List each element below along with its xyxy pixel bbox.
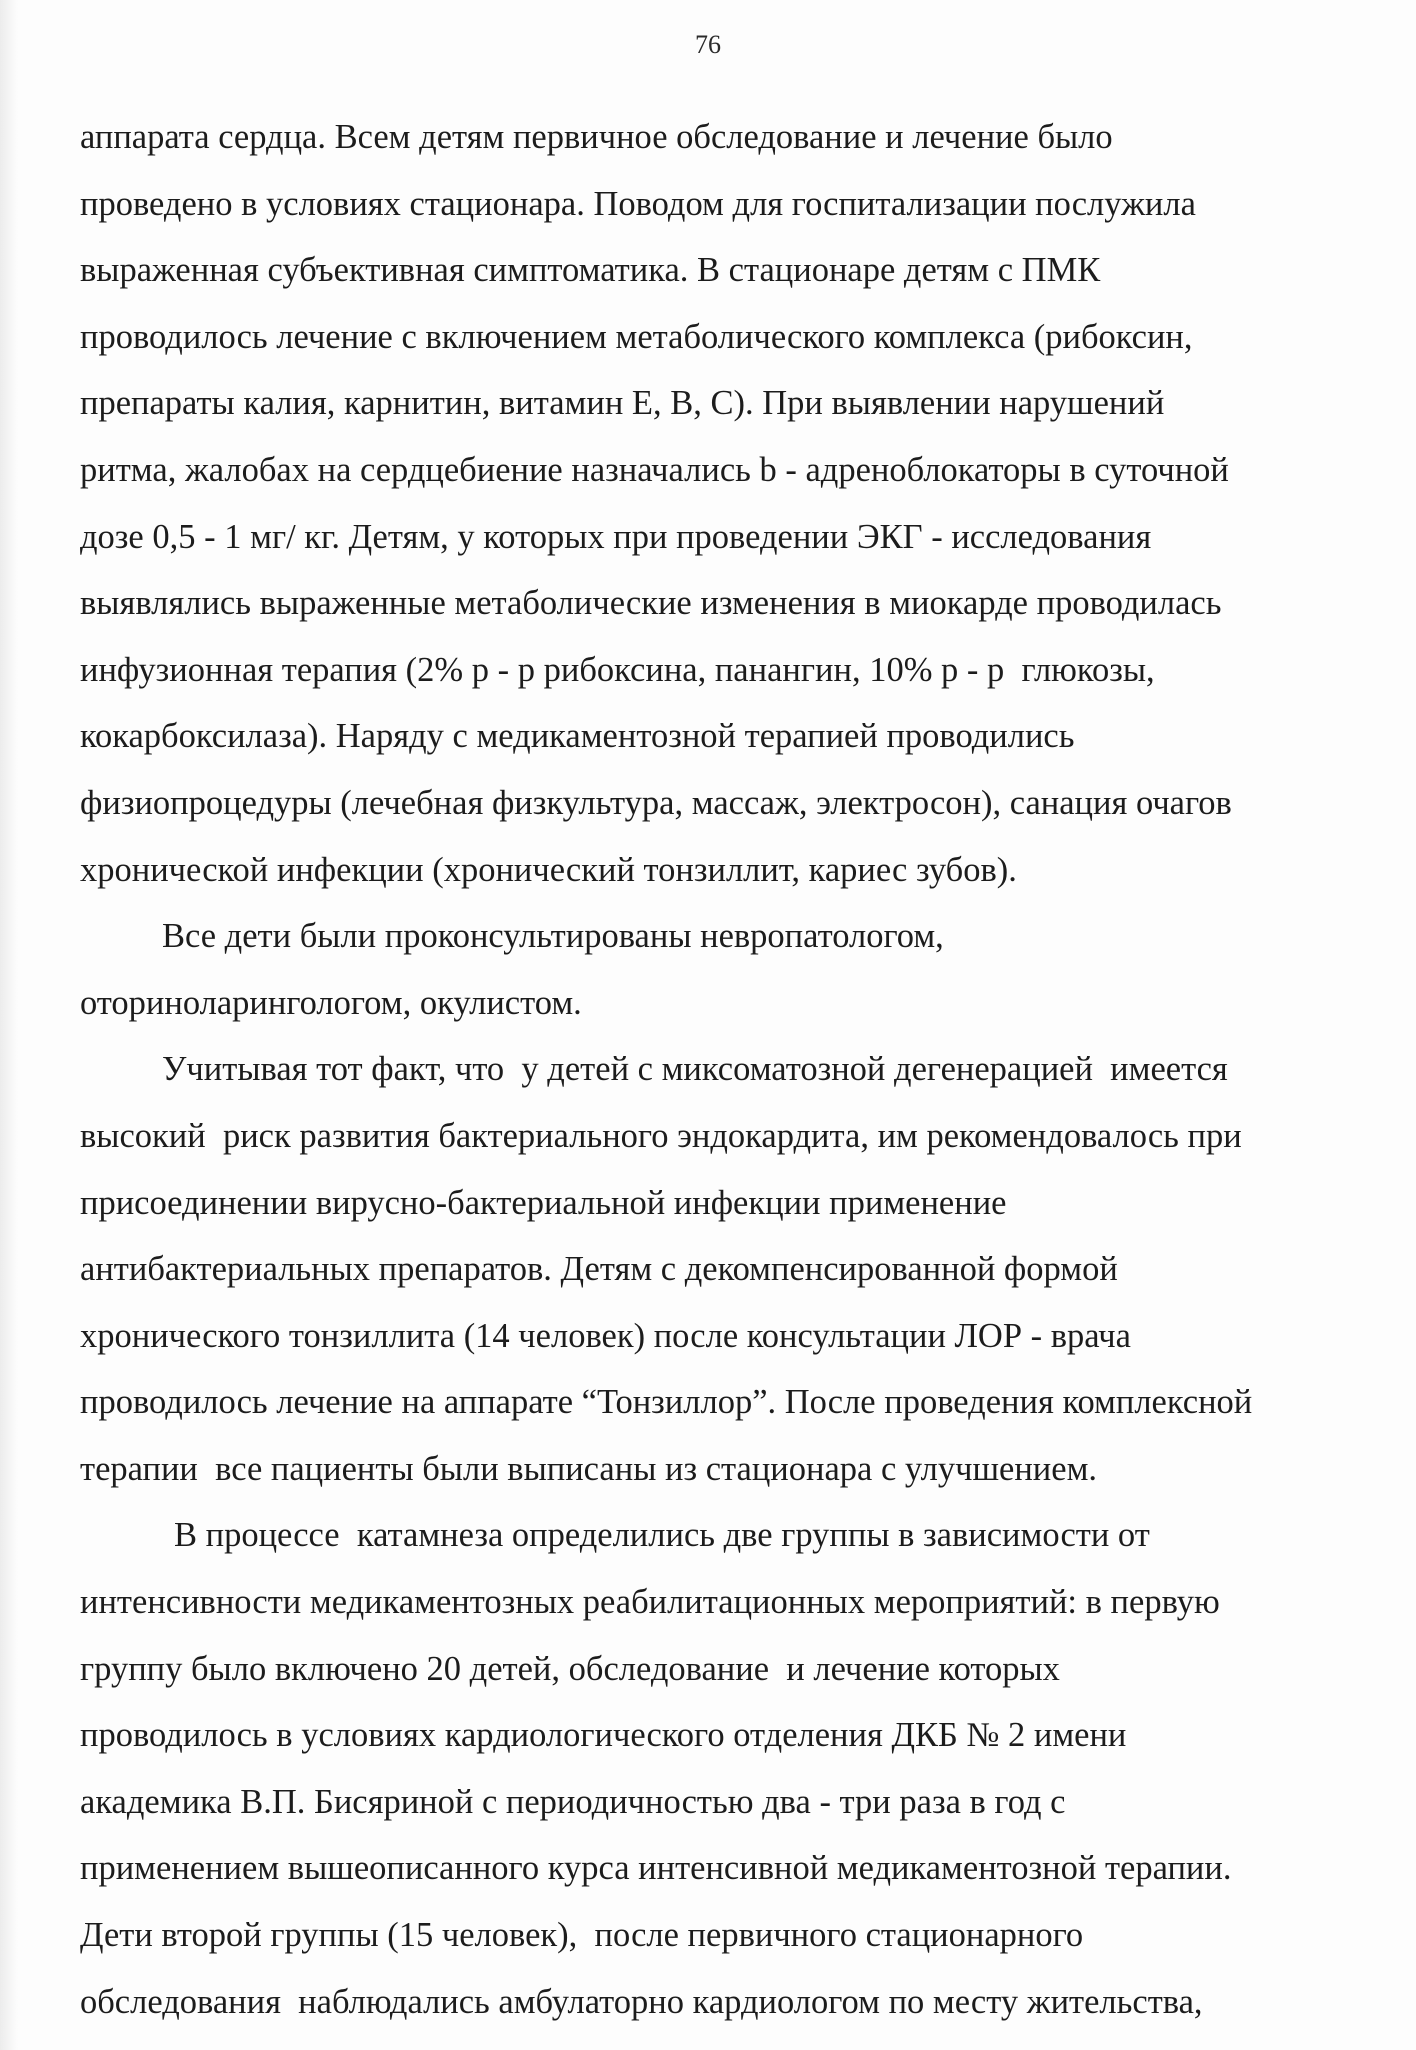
text-line: инфузионная терапия (2% р - р рибоксина, панангин, 10% р - р глюкозы, [80,650,1155,689]
text-line: антибактериальных препаратов. Детям с декомпенсированной формой [80,1250,1118,1289]
text-line: терапии все пациенты были выписаны из стационара с улучшением. [80,1449,1098,1488]
text-line: применением вышеописанного курса интенсивной медикаментозной терапии. [80,1849,1232,1888]
text-line: высокий риск развития бактериального эндокардита, им рекомендовалось при [80,1116,1242,1155]
text-line: хронического тонзиллита (14 человек) после консультации ЛОР - врача [80,1316,1131,1355]
text-line: кокарбоксилаза). Наряду с медикаментозной терапией проводились [80,717,1075,756]
text-line: хронической инфекции (хронический тонзиллит, кариес зубов). [80,850,1017,889]
paragraph-start-line: В процессе катамнеза определились две группы в зависимости от [174,1516,1150,1555]
text-line: проведено в условиях стационара. Поводом для госпитализации послужила [80,184,1196,223]
text-line: присоединении вирусно-бактериальной инфекции применение [80,1183,1007,1222]
text-line: ритма, жалобах на сердцебиение назначались b - адреноблокаторы в суточной [80,450,1229,489]
text-line: выраженная субъективная симптоматика. В стационаре детям с ПМК [80,251,1101,290]
text-line: проводилось в условиях кардиологического отделения ДКБ № 2 имени [80,1716,1127,1755]
body-text [0,104,1416,2035]
text-line: проводилось лечение с включением метаболического комплекса (рибоксин, [80,317,1193,356]
text-line: дозе 0,5 - 1 мг/ кг. Детям, у которых при проведении ЭКГ - исследования [80,517,1152,556]
text-line: проводилось лечение на аппарате “Тонзиллор”. После проведения комплексной [80,1383,1253,1422]
text-line: препараты калия, карнитин, витамин Е, В, С). При выявлении нарушений [80,384,1165,423]
text-line: обследования наблюдались амбулаторно кардиологом по месту жительства, [80,1982,1203,2021]
text-line: интенсивности медикаментозных реабилитационных мероприятий: в первую [80,1583,1220,1622]
text-line: оториноларингологом, окулистом. [80,983,582,1022]
text-line: аппарата сердца. Всем детям первичное обследование и лечение было [80,118,1113,156]
text-line: академика В.П. Бисяриной с периодичностью два - три раза в год с [80,1782,1066,1821]
text-line: группу было включено 20 детей, обследование и лечение которых [80,1649,1060,1688]
text-line: физиопроцедуры (лечебная физкультура, массаж, электросон), санация очагов [80,783,1232,822]
text-line: выявлялись выраженные метаболические изменения в миокарде проводилась [80,584,1222,623]
text-line: Дети второй группы (15 человек), после первичного стационарного [80,1916,1084,1955]
paragraph-start-line: Учитывая тот факт, что у детей с миксоматозной дегенерацией имеется [162,1050,1228,1089]
paragraph-start-line: Все дети были проконсультированы невропатологом, [162,917,944,956]
page-number: 76 [695,30,721,59]
